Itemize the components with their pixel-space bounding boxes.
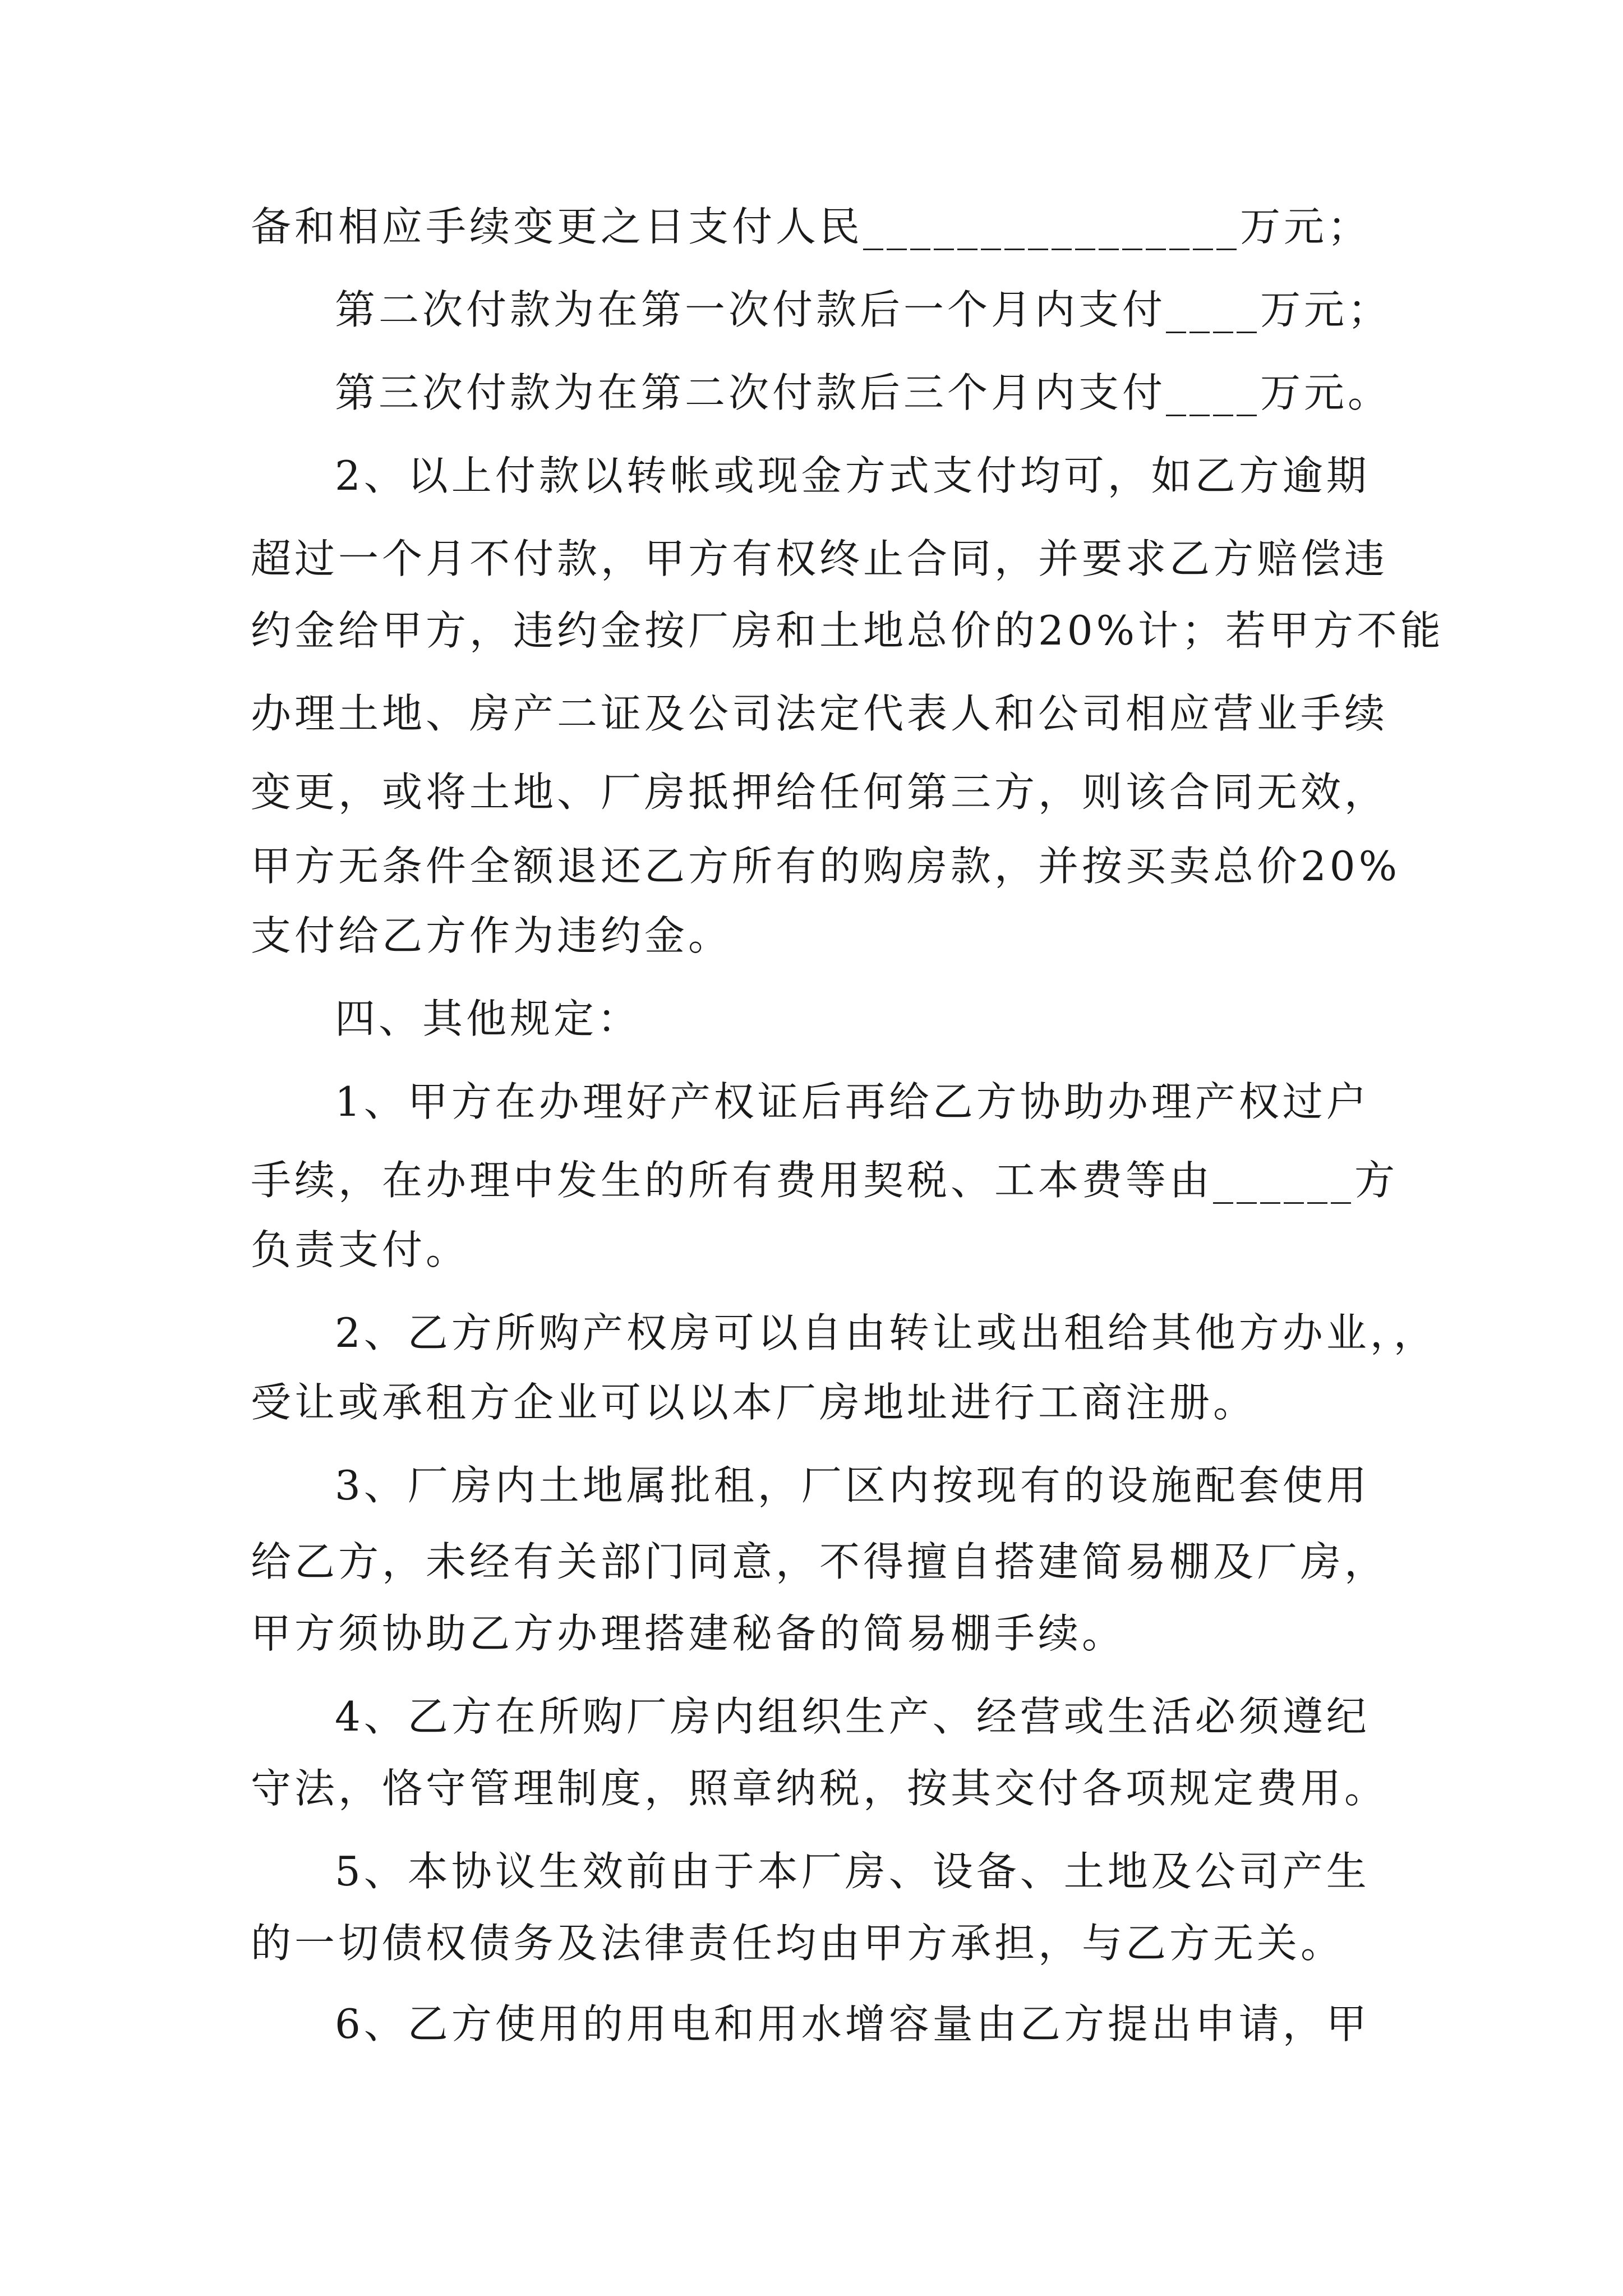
text-line: 2、乙方所购产权房可以自由转让或出租给其他方办业，， [335,1309,1437,1356]
text-line: 超过一个月不付款，甲方有权终止合同，并要求乙方赔偿违 [251,535,1389,582]
text-line: 支付给乙方作为违约金。 [251,912,732,959]
text-line: 四、其他规定： [335,995,642,1042]
text-line: 办理土地、房产二证及公司法定代表人和公司相应营业手续 [251,690,1389,737]
text-line: 负责支付。 [251,1226,470,1273]
text-line: 1、甲方在办理好产权证后再给乙方协助办理产权过户 [335,1078,1370,1125]
text-line: 备和相应手续变更之日支付人民________________万元； [251,203,1372,250]
text-line: 6、乙方使用的用电和用水增容量由乙方提出申请，甲 [335,2000,1370,2047]
text-line: 甲方须协助乙方办理搭建秘备的简易棚手续。 [251,1610,1126,1657]
text-line: 受让或承租方企业可以以本厂房地址进行工商注册。 [251,1379,1257,1426]
text-line: 的一切债权债务及法律责任均由甲方承担，与乙方无关。 [251,1920,1345,1967]
text-line: 守法，恪守管理制度，照章纳税，按其交付各项规定费用。 [251,1765,1389,1812]
text-line: 给乙方，未经有关部门同意，不得擅自搭建简易棚及厂房， [251,1538,1389,1585]
text-line: 第二次付款为在第一次付款后一个月内支付____万元； [335,286,1392,333]
text-line: 第三次付款为在第二次付款后三个月内支付____万元。 [335,369,1392,416]
text-line: 甲方无条件全额退还乙方所有的购房款，并按买卖总价20% [251,843,1401,890]
text-line: 手续，在办理中发生的所有费用契税、工本费等由______方 [251,1157,1399,1204]
text-line: 3、厂房内土地属批租，厂区内按现有的设施配套使用 [335,1462,1370,1509]
text-line: 4、乙方在所购厂房内组织生产、经营或生活必须遵纪 [335,1693,1370,1740]
text-line: 约金给甲方，违约金按厂房和土地总价的20%计；若甲方不能 [251,607,1445,654]
text-line: 2、以上付款以转帐或现金方式支付均可，如乙方逾期 [335,452,1370,499]
text-line: 5、本协议生效前由于本厂房、设备、土地及公司产生 [335,1848,1370,1895]
text-line: 变更，或将土地、厂房抵押给任何第三方，则该合同无效， [251,769,1389,816]
